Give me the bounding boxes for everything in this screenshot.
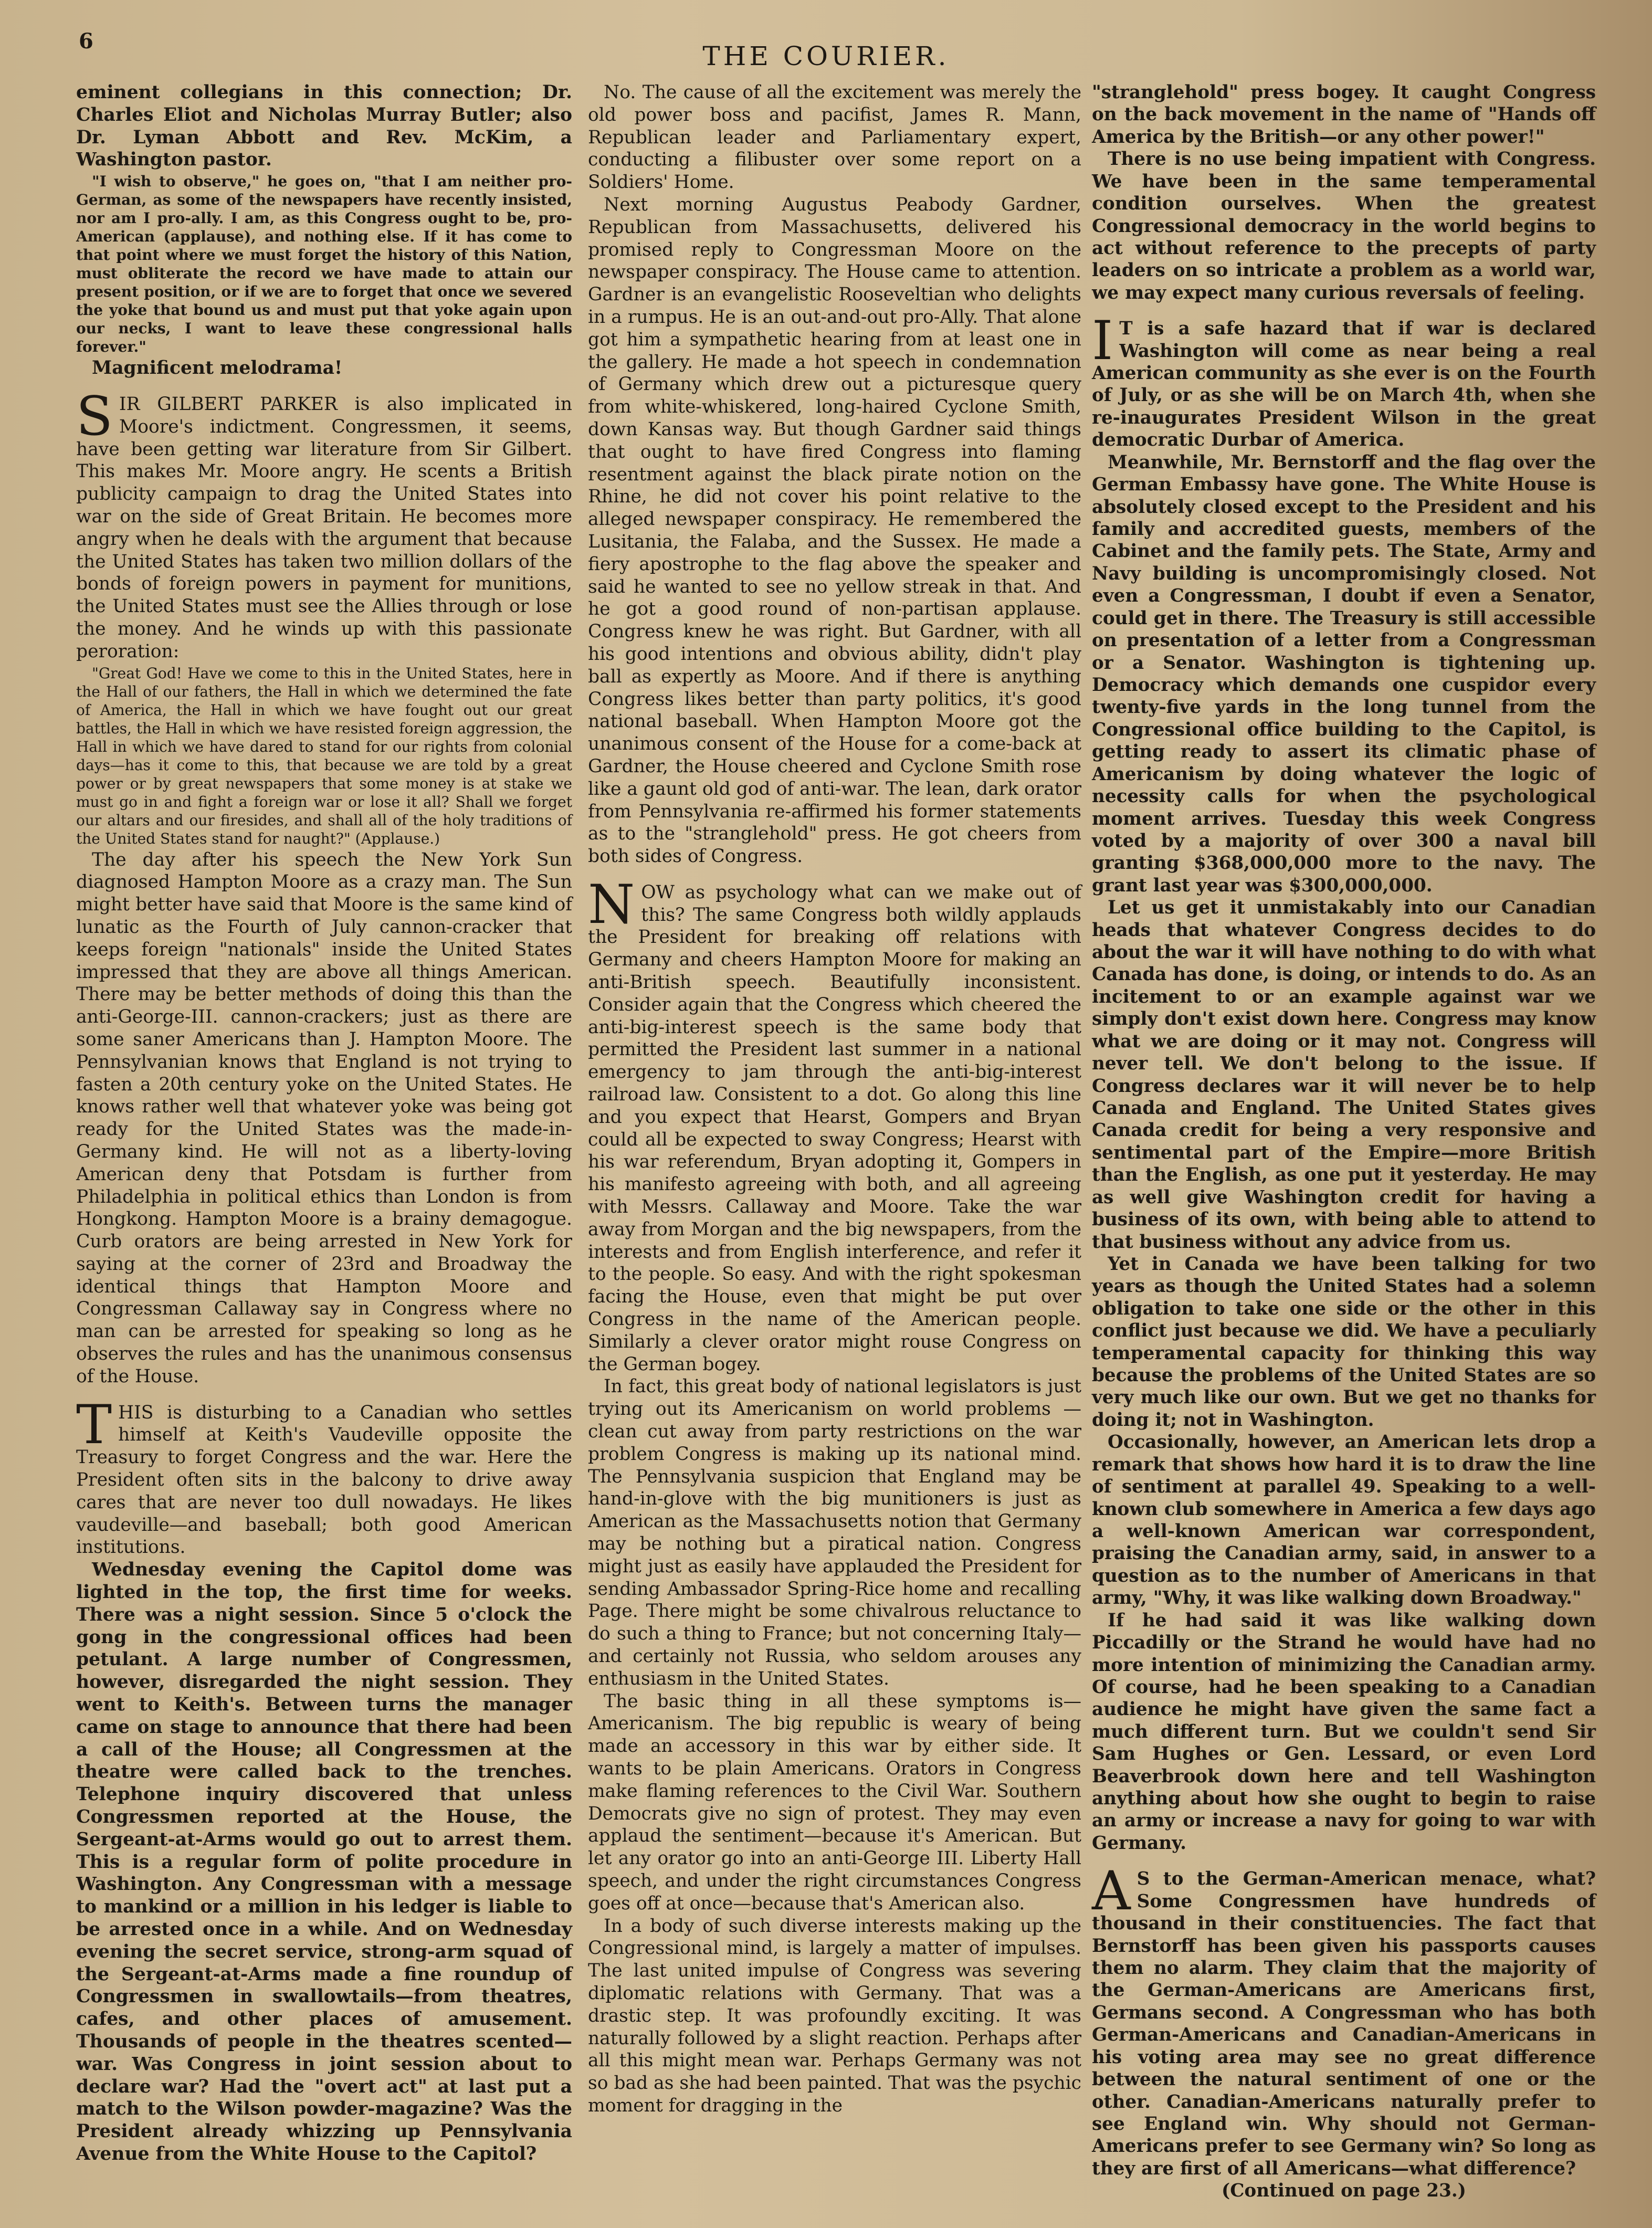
section-paragraph: NOW as psychology what can we make out of this? The same Congress both wildly applauds the President for breaking off relations with Germany and cheers Hampton Moore for making an anti-British speech. Beautifully inconsistent. Consider again that the Congress which cheered the anti-big-interest speech is the same body that permitted the President last summer in a national emergency to jam through the anti-big-interest railroad law. Consistent to a dot. Go along this line and you expect that Hearst, Gompers and Bryan could all be expected to sway Congress; Hearst with his war referendum, Bryan adopting it, Gompers in his manifesto agreeing with both, and all agreeing with Messrs. Callaway and Moore. Take the war away from Morgan and the big newspapers, from the interests and from English interference, and refer it to the people. So easy. And with the right spokesman facing the House, even that might be put over Congress in the name of the American people. Similarly a clever orator might rouse Congress on the German bogey. [588, 873, 1081, 1375]
drop-cap: S [76, 385, 113, 448]
paragraph: Occasionally, however, an American lets drop a remark that shows how hard it is to draw the line of sentiment at parallel 49. Speaking to a well-known club somewhere in America a few days ago a well-known American war correspondent, praising the Canadian army, said, in answer to a question as to the number of Americans in that army, "Why, it was like walking down Broadway." [1092, 1432, 1596, 1609]
paragraph: "stranglehold" press bogey. It caught Congress on the back movement in the name of "Hands off America by the British—or any other power!" [1092, 82, 1596, 148]
section-paragraph: I T is a safe hazard that if war is declared Washington will come as near being a real American community as she ever is on the Fourth of July, or as she will be on March 4th, when she re-inaugurates President Wilson in the great democratic Durbar of America. [1092, 310, 1596, 451]
paragraph: The day after his speech the New York Sun diagnosed Hampton Moore as a crazy man. The Sun might better have said that Moore is the same kind of lunatic as the Fourth of July cannon-cracker that keeps foreign "nationals" inside the United States impressed that they are above all things American. There may be better methods of doing this than the anti-George-III. cannon-crackers; just as there are some saner Americans than J. Hampton Moore. The Pennsylvanian knows that England is not trying to fasten a 20th century yoke on the United States. He knows rather well that whatever yoke was being got ready for the United States was the made-in-Germany kind. He will not as a liberty-loving American deny that Potsdam is further from Philadelphia in political ethics than London is from Hongkong. Hampton Moore is a brainy demagogue. Curb orators are being arrested in New York for saying at the corner of 23rd and Broadway the identical things that Hampton Moore and Congressman Callaway say in Congress where no man can be arrested for speaking so long as he observes the rules and has the unanimous consensus of the House. [76, 849, 572, 1387]
paragraph: In a body of such diverse interests making up the Congressional mind, is largely a matter of impulses. The last united impulse of Congress was severing diplomatic relations with Germany. That was a drastic step. It was profoundly exciting. It was naturally followed by a slight reaction. Perhaps after all this might mean war. Perhaps Germany was not so bad as she had been painted. That was the psychic moment for dragging in the [588, 1915, 1081, 2116]
paragraph: No. The cause of all the excitement was merely the old power boss and pacifist, James R. Mann, Republican leader and Parliamentary expert, conducting a filibuster over some report on a Soldiers' Home. [588, 82, 1081, 193]
drop-cap: N [588, 873, 635, 936]
quotation: "Great God! Have we come to this in the United States, here in the Hall of our fathers, the Hall in which we determined the fate of America, the Hall in which we have fought out our great battles, the Hall in which we have resisted foreign aggression, the Hall in which we have dared to stand for our rights from colonial days—has it come to this, that because we are told by a great power or by great newspapers that some money is at stake we must go in and fight a foreign war or lose it all? Shall we forget our altars and our firesides, and shall all of the holy traditions of the United States stand for naught?" (Applause.) [76, 664, 572, 847]
section-paragraph: THIS is disturbing to a Canadian who settles himself at Keith's Vaudeville opposite the Treasury to forget Congress and the war. Here the President often sits in the balcony to drive away cares that are never too dull nowadays. He likes vaudeville—and baseball; both good American institutions. [76, 1393, 572, 1558]
page-number: 6 [79, 29, 93, 54]
section-paragraph: A S to the German-American menace, what? Some Congressmen have hundreds of thousand in their constituencies. The fact that Bernstorff has been given his passports causes them no alarm. They claim that the majority of the German-Americans are Americans first, Germans second. A Congressman who has both German-Americans and Canadian-Americans in his voting area may see no great difference between the natural sentiment of one or the other. Canadian-Americans naturally prefer to see England win. Why should not German-Americans prefer to see Germany win? So long as they are first of all Americans—what difference? [1092, 1860, 1596, 2179]
paragraph: The basic thing in all these symptoms is—Americanism. The big republic is weary of being made an accessory in this war by either side. It wants to be plain Americans. Orators in Congress make flaming references to the Civil War. Southern Democrats give no sign of protest. They may even applaud the sentiment—because it's American. But let any orator go into an anti-George III. Liberty Hall speech, and under the right circumstances Congress goes off at once—because that's American also. [588, 1690, 1081, 1914]
paragraph: In fact, this great body of national legislators is just trying out its Americanism on world problems —clean cut away from party restrictions on the war problem Congress is making up its national mind. The Pennsylvania suspicion that England may be hand-in-glove with the big munitioners is just as American as the Massachusetts notion that Germany may be nothing but a piratical nation. Congress might just as easily have applauded the President for sending Ambassador Spring-Rice home and recalling Page. There might be some chivalrous reluctance to do such a thing to France; but not concerning Italy—and certainly not Russia, who seldom arouses any enthusiasm in the United States. [588, 1376, 1081, 1689]
continued-note: (Continued on page 23.) [1222, 2180, 1466, 2202]
paragraph: There is no use being impatient with Congress. We have been in the same temperamental condition ourselves. When the greatest Congressional democracy in the world begins to act without reference to the precepts of party leaders on so intricate a problem as a world war, we may expect many curious reversals of feeling. [1092, 149, 1596, 303]
drop-cap: A [1092, 1860, 1131, 1923]
paragraph: Let us get it unmistakably into our Canadian heads that whatever Congress decides to do about the war it will have nothing to do with what Canada has done, is doing, or intends to do. As an incitement to or an example against war we simply don't exist down here. Congress may know what we are doing or it may not. Congress will never tell. We don't belong to the issue. If Congress declares war it will never be to help Canada and England. The United States gives Canada credit for being a very responsive and sentimental part of the Empire—more British than the English, as one put it yesterday. He may as well give Washington credit for having a business of its own, with being able to attend to that business without any advice from us. [1092, 897, 1596, 1253]
drop-cap: I [1092, 310, 1113, 373]
column-3 [1092, 81, 1596, 2202]
paragraph: Meanwhile, Mr. Bernstorff and the flag over the German Embassy have gone. The White House is absolutely closed except to the President and his family and accredited guests, members of the Cabinet and the family pets. The State, Army and Navy building is uncompromisingly closed. Not even a Congressman, I doubt if even a Senator, could get in there. The Treasury is still accessible on presentation of a letter from a Congressman or a Senator. Washington is tightening up. Democracy which demands one cuspidor every twenty-five yards in the long tunnel from the Congressional office building to the Capitol, is getting ready to assert its climatic phase of Americanism by doing whatever the logic of necessity calls for when the psychological moment arrives. Tuesday this week Congress voted by a majority of over 300 a naval bill granting $368,000,000 more to the navy. The grant last year was $300,000,000. [1092, 451, 1596, 896]
paragraph: Next morning Augustus Peabody Gardner, Republican from Massachusetts, delivered his promised reply to Congressman Moore on the newspaper conspiracy. The House came to attention. Gardner is an evangelistic Rooseveltian who delights in a rumpus. He is an out-and-out pro-Ally. That alone got him a sympathetic hearing from at least one in the gallery. He made a hot speech in condemnation of Germany which drew out a picturesque query from white-whiskered, long-haired Cyclone Smith, down Kansas way. But though Gardner said things that ought to have fired Congress into flaming resentment against the black pirate notion on the Rhine, he did not cover his point relative to the alleged newspaper conspiracy. He remembered the Lusitania, the Falaba, and the Sussex. He made a fiery apostrophe to the flag above the speaker and said he wanted to see no yellow streak in that. And he got a good round of non-partisan applause. Congress knew he was right. But Gardner, with all his good intentions and obvious ability, didn't play ball as expertly as Moore. And if there is anything Congress likes better than party politics, it's good national baseball. When Hampton Moore got the unanimous consent of the House for a come-back at Gardner, the House cheered and Cyclone Smith rose like a gaunt old god of anti-war. The lean, dark orator from Pennsylvania re-affirmed his former statements as to the "stranglehold" press. He got cheers from both sides of Congress. [588, 194, 1081, 867]
column-1 [76, 81, 572, 2166]
paragraph: eminent collegians in this connection; Dr. Charles Eliot and Nicholas Murray Butler; also Dr. Lyman Abbott and Rev. McKim, a Washington pastor. [76, 82, 572, 171]
masthead: THE COURIER. [702, 41, 950, 71]
quotation: "I wish to observe," he goes on, "that I am neither pro-German, as some of the newspapers have recently insisted, nor am I pro-ally. I am, as this Congress ought to be, pro-American (applause), and nothing else. If it has come to that point where we must forget the history of this Nation, must obliterate the record we have made to attain our present position, or if we are to forget that once we severed the yoke that bound us and must put that yoke again upon our necks, I want to leave these congressional halls forever." [76, 173, 572, 356]
column-2 [588, 81, 1081, 2117]
paragraph: Magnificent melodrama! [92, 358, 343, 379]
drop-cap: T [76, 1393, 112, 1456]
paragraph: Yet in Canada we have been talking for two years as though the United States had a solemn obligation to take one side or the other in this conflict just because we did. We have a peculiarly temperamental capacity for thinking this way because the problems of the United States are so very much like our own. But we get no thanks for doing it; not in Washington. [1092, 1253, 1596, 1431]
section-paragraph: SIR GILBERT PARKER is also implicated in Moore's indictment. Congressmen, it seems, have been getting war literature from Sir Gilbert. This makes Mr. Moore angry. He scents a British publicity campaign to drag the United States into war on the side of Great Britain. He becomes more angry when he deals with the argument that because the United States has taken two million dollars of the bonds of foreign powers in payment for munitions, the United States must see the Allies through or lose the money. And he winds up with this passionate peroration: [76, 385, 572, 662]
paragraph: If he had said it was like walking down Piccadilly or the Strand he would have had no more intention of minimizing the Canadian army. Of course, had he been speaking to a Canadian audience he might have given the same fact a much different turn. But we couldn't send Sir Sam Hughes or Gen. Lessard, or even Lord Beaverbrook down here and tell Washington anything about how she ought to begin to raise an army or increase a navy for going to war with Germany. [1092, 1610, 1596, 1854]
paragraph: Wednesday evening the Capitol dome was lighted in the top, the first time for weeks. There was a night session. Since 5 o'clock the gong in the congressional offices had been petulant. A large number of Congressmen, however, disregarded the night session. They went to Keith's. Between turns the manager came on stage to announce that there had been a call of the House; all Congressmen at the theatre were called back to the trenches. Telephone inquiry discovered that unless Congressmen reported at the House, the Sergeant-at-Arms would go out to arrest them. This is a regular form of polite procedure in Washington. Any Congressman with a message to mankind or a million in his ledger is liable to be arrested once in a while. And on Wednesday evening the secret service, strong-arm squad of the Sergeant-at-Arms made a fine roundup of Congressmen in swallowtails—from theatres, cafes, and other places of amusement. Thousands of people in the theatres scented—war. Was Congress in joint session about to declare war? Had the "overt act" at last put a match to the Wilson powder-magazine? Was the President already whizzing up Pennsylvania Avenue from the White House to the Capitol? [76, 1559, 572, 2164]
